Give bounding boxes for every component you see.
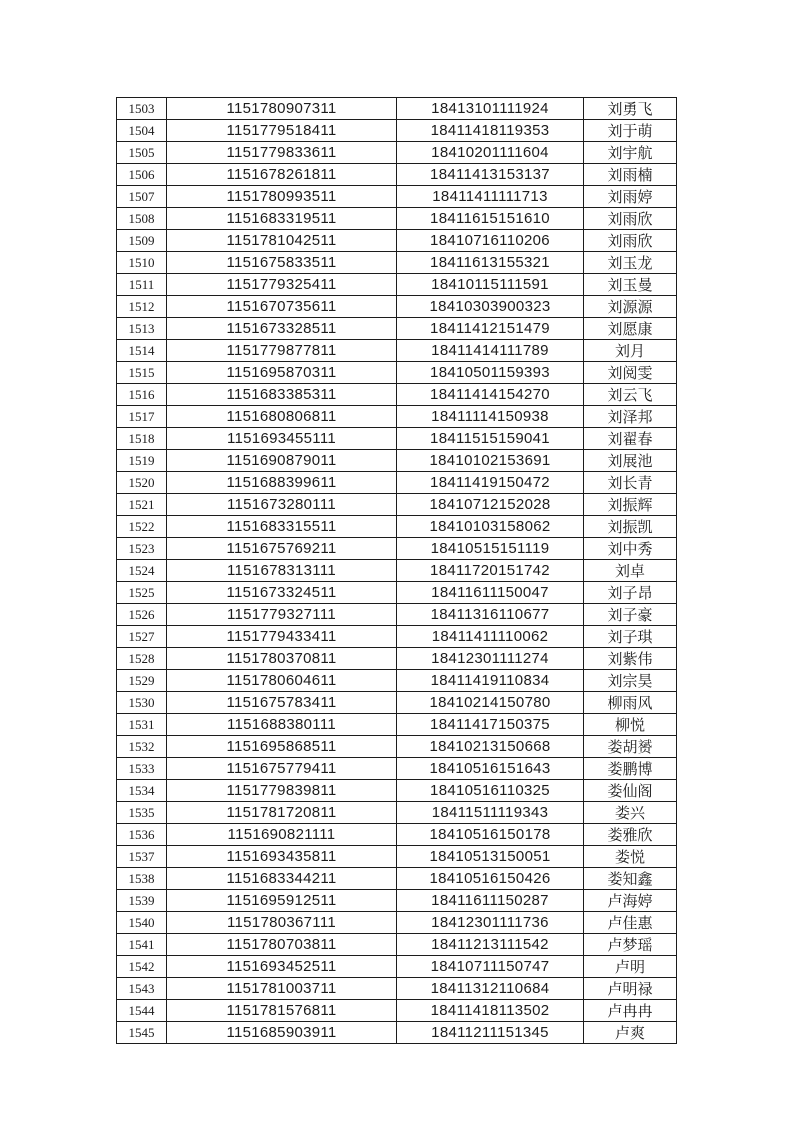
name-cell: 刘阅雯: [584, 362, 677, 384]
record-number-cell: 18410303900323: [397, 296, 584, 318]
table-row: [117, 208, 677, 230]
id-number-cell: 1151683319511: [167, 208, 397, 230]
table-row: [117, 164, 677, 186]
record-number-cell: 18411412151479: [397, 318, 584, 340]
record-number-cell: 18411419110834: [397, 670, 584, 692]
record-number-cell: 18412301111736: [397, 912, 584, 934]
name-cell: 柳雨风: [584, 692, 677, 714]
id-number-cell: 1151693452511: [167, 956, 397, 978]
table-row: [117, 318, 677, 340]
record-number-cell: 18411611150287: [397, 890, 584, 912]
name-cell: 刘愿康: [584, 318, 677, 340]
id-number-cell: 1151683344211: [167, 868, 397, 890]
table-row: [117, 274, 677, 296]
id-number-cell: 1151683315511: [167, 516, 397, 538]
table-row: [117, 956, 677, 978]
table-row: [117, 890, 677, 912]
table-row: [117, 340, 677, 362]
name-cell: 娄胡赟: [584, 736, 677, 758]
name-cell: 卢佳惠: [584, 912, 677, 934]
table-row: [117, 186, 677, 208]
record-number-cell: 18411418119353: [397, 120, 584, 142]
table-row: [117, 846, 677, 868]
name-cell: 刘雨欣: [584, 230, 677, 252]
id-number-cell: 1151690879011: [167, 450, 397, 472]
table-row: [117, 626, 677, 648]
table-row: [117, 384, 677, 406]
table-row: [117, 252, 677, 274]
record-number-cell: 18410501159393: [397, 362, 584, 384]
record-number-cell: 18410711150747: [397, 956, 584, 978]
name-cell: 刘玉龙: [584, 252, 677, 274]
record-number-cell: 18410712152028: [397, 494, 584, 516]
record-number-cell: 18411611150047: [397, 582, 584, 604]
name-cell: 刘勇飞: [584, 98, 677, 120]
row-index-cell: 1541: [117, 934, 167, 956]
row-index-cell: 1523: [117, 538, 167, 560]
id-number-cell: 1151780604611: [167, 670, 397, 692]
table-row: [117, 98, 677, 120]
table-row: [117, 912, 677, 934]
row-index-cell: 1522: [117, 516, 167, 538]
name-cell: 娄鹏博: [584, 758, 677, 780]
row-index-cell: 1512: [117, 296, 167, 318]
table-row: [117, 978, 677, 1000]
row-index-cell: 1538: [117, 868, 167, 890]
id-number-cell: 1151673324511: [167, 582, 397, 604]
name-cell: 刘翟春: [584, 428, 677, 450]
record-number-cell: 18410513150051: [397, 846, 584, 868]
table-row: [117, 802, 677, 824]
row-index-cell: 1516: [117, 384, 167, 406]
table-row: [117, 428, 677, 450]
row-index-cell: 1519: [117, 450, 167, 472]
row-index-cell: 1514: [117, 340, 167, 362]
name-cell: 卢梦瑶: [584, 934, 677, 956]
name-cell: 刘卓: [584, 560, 677, 582]
id-number-cell: 1151780367111: [167, 912, 397, 934]
record-number-cell: 18413101111924: [397, 98, 584, 120]
row-index-cell: 1529: [117, 670, 167, 692]
record-number-cell: 18411419150472: [397, 472, 584, 494]
record-number-cell: 18410716110206: [397, 230, 584, 252]
table-row: [117, 494, 677, 516]
roster-table-body: [117, 98, 677, 1044]
id-number-cell: 1151675783411: [167, 692, 397, 714]
table-row: [117, 538, 677, 560]
table-row: [117, 1022, 677, 1044]
table-row: [117, 560, 677, 582]
name-cell: 刘云飞: [584, 384, 677, 406]
name-cell: 刘紫伟: [584, 648, 677, 670]
table-row: [117, 670, 677, 692]
row-index-cell: 1503: [117, 98, 167, 120]
row-index-cell: 1537: [117, 846, 167, 868]
name-cell: 刘子昂: [584, 582, 677, 604]
table-row: [117, 120, 677, 142]
row-index-cell: 1540: [117, 912, 167, 934]
row-index-cell: 1513: [117, 318, 167, 340]
id-number-cell: 1151693435811: [167, 846, 397, 868]
id-number-cell: 1151780703811: [167, 934, 397, 956]
id-number-cell: 1151695912511: [167, 890, 397, 912]
row-index-cell: 1525: [117, 582, 167, 604]
table-row: [117, 692, 677, 714]
id-number-cell: 1151675833511: [167, 252, 397, 274]
row-index-cell: 1517: [117, 406, 167, 428]
row-index-cell: 1515: [117, 362, 167, 384]
record-number-cell: 18411720151742: [397, 560, 584, 582]
id-number-cell: 1151779833611: [167, 142, 397, 164]
id-number-cell: 1151780993511: [167, 186, 397, 208]
row-index-cell: 1534: [117, 780, 167, 802]
id-number-cell: 1151781003711: [167, 978, 397, 1000]
row-index-cell: 1543: [117, 978, 167, 1000]
table-row: [117, 362, 677, 384]
name-cell: 刘展池: [584, 450, 677, 472]
id-number-cell: 1151680806811: [167, 406, 397, 428]
table-row: [117, 780, 677, 802]
table-row: [117, 648, 677, 670]
table-row: [117, 758, 677, 780]
row-index-cell: 1508: [117, 208, 167, 230]
id-number-cell: 1151779325411: [167, 274, 397, 296]
row-index-cell: 1524: [117, 560, 167, 582]
id-number-cell: 1151678313111: [167, 560, 397, 582]
table-row: [117, 1000, 677, 1022]
row-index-cell: 1539: [117, 890, 167, 912]
row-index-cell: 1544: [117, 1000, 167, 1022]
name-cell: 刘月: [584, 340, 677, 362]
record-number-cell: 18411414154270: [397, 384, 584, 406]
id-number-cell: 1151695868511: [167, 736, 397, 758]
row-index-cell: 1542: [117, 956, 167, 978]
record-number-cell: 18411316110677: [397, 604, 584, 626]
record-number-cell: 18410103158062: [397, 516, 584, 538]
record-number-cell: 18411413153137: [397, 164, 584, 186]
id-number-cell: 1151685903911: [167, 1022, 397, 1044]
row-index-cell: 1533: [117, 758, 167, 780]
id-number-cell: 1151688399611: [167, 472, 397, 494]
record-number-cell: 18410516150178: [397, 824, 584, 846]
name-cell: 刘振凯: [584, 516, 677, 538]
name-cell: 刘雨婷: [584, 186, 677, 208]
id-number-cell: 1151779433411: [167, 626, 397, 648]
table-row: [117, 604, 677, 626]
id-number-cell: 1151673328511: [167, 318, 397, 340]
row-index-cell: 1531: [117, 714, 167, 736]
record-number-cell: 18411414111789: [397, 340, 584, 362]
name-cell: 刘振辉: [584, 494, 677, 516]
id-number-cell: 1151695870311: [167, 362, 397, 384]
table-row: [117, 296, 677, 318]
row-index-cell: 1511: [117, 274, 167, 296]
record-number-cell: 18410515151119: [397, 538, 584, 560]
table-row: [117, 714, 677, 736]
record-number-cell: 18410516150426: [397, 868, 584, 890]
name-cell: 刘雨欣: [584, 208, 677, 230]
row-index-cell: 1528: [117, 648, 167, 670]
row-index-cell: 1532: [117, 736, 167, 758]
record-number-cell: 18410213150668: [397, 736, 584, 758]
id-number-cell: 1151779877811: [167, 340, 397, 362]
row-index-cell: 1510: [117, 252, 167, 274]
record-number-cell: 18411615151610: [397, 208, 584, 230]
record-number-cell: 18411613155321: [397, 252, 584, 274]
id-number-cell: 1151781720811: [167, 802, 397, 824]
row-index-cell: 1526: [117, 604, 167, 626]
id-number-cell: 1151678261811: [167, 164, 397, 186]
row-index-cell: 1535: [117, 802, 167, 824]
name-cell: 卢明禄: [584, 978, 677, 1000]
record-number-cell: 18411511119343: [397, 802, 584, 824]
id-number-cell: 1151779518411: [167, 120, 397, 142]
id-number-cell: 1151690821111: [167, 824, 397, 846]
name-cell: 刘宗昊: [584, 670, 677, 692]
table-row: [117, 824, 677, 846]
id-number-cell: 1151675769211: [167, 538, 397, 560]
id-number-cell: 1151693455111: [167, 428, 397, 450]
table-row: [117, 406, 677, 428]
name-cell: 娄知鑫: [584, 868, 677, 890]
table-row: [117, 934, 677, 956]
name-cell: 刘中秀: [584, 538, 677, 560]
id-number-cell: 1151673280111: [167, 494, 397, 516]
id-number-cell: 1151688380111: [167, 714, 397, 736]
id-number-cell: 1151779327111: [167, 604, 397, 626]
name-cell: 娄仙阁: [584, 780, 677, 802]
name-cell: 卢海婷: [584, 890, 677, 912]
row-index-cell: 1507: [117, 186, 167, 208]
id-number-cell: 1151781042511: [167, 230, 397, 252]
id-number-cell: 1151683385311: [167, 384, 397, 406]
row-index-cell: 1505: [117, 142, 167, 164]
table-row: [117, 516, 677, 538]
record-number-cell: 18411211151345: [397, 1022, 584, 1044]
record-number-cell: 18410516110325: [397, 780, 584, 802]
record-number-cell: 18411312110684: [397, 978, 584, 1000]
name-cell: 柳悦: [584, 714, 677, 736]
name-cell: 刘源源: [584, 296, 677, 318]
row-index-cell: 1509: [117, 230, 167, 252]
record-number-cell: 18411411111713: [397, 186, 584, 208]
name-cell: 刘长青: [584, 472, 677, 494]
id-number-cell: 1151779839811: [167, 780, 397, 802]
record-number-cell: 18411417150375: [397, 714, 584, 736]
record-number-cell: 18410201111604: [397, 142, 584, 164]
id-number-cell: 1151670735611: [167, 296, 397, 318]
name-cell: 刘子琪: [584, 626, 677, 648]
table-row: [117, 582, 677, 604]
name-cell: 刘于萌: [584, 120, 677, 142]
id-number-cell: 1151781576811: [167, 1000, 397, 1022]
record-number-cell: 18410115111591: [397, 274, 584, 296]
table-row: [117, 450, 677, 472]
name-cell: 刘玉曼: [584, 274, 677, 296]
table-row: [117, 472, 677, 494]
name-cell: 娄悦: [584, 846, 677, 868]
row-index-cell: 1520: [117, 472, 167, 494]
record-number-cell: 18412301111274: [397, 648, 584, 670]
name-cell: 刘宇航: [584, 142, 677, 164]
id-number-cell: 1151675779411: [167, 758, 397, 780]
record-number-cell: 18410102153691: [397, 450, 584, 472]
id-number-cell: 1151780907311: [167, 98, 397, 120]
row-index-cell: 1521: [117, 494, 167, 516]
row-index-cell: 1530: [117, 692, 167, 714]
record-number-cell: 18410214150780: [397, 692, 584, 714]
record-number-cell: 18411411110062: [397, 626, 584, 648]
row-index-cell: 1518: [117, 428, 167, 450]
row-index-cell: 1545: [117, 1022, 167, 1044]
name-cell: 娄雅欣: [584, 824, 677, 846]
record-number-cell: 18411114150938: [397, 406, 584, 428]
name-cell: 卢冉冉: [584, 1000, 677, 1022]
name-cell: 刘雨楠: [584, 164, 677, 186]
table-row: [117, 142, 677, 164]
name-cell: 卢明: [584, 956, 677, 978]
record-number-cell: 18411515159041: [397, 428, 584, 450]
name-cell: 刘子豪: [584, 604, 677, 626]
table-row: [117, 736, 677, 758]
row-index-cell: 1506: [117, 164, 167, 186]
record-number-cell: 18411418113502: [397, 1000, 584, 1022]
name-cell: 娄兴: [584, 802, 677, 824]
table-row: [117, 868, 677, 890]
name-cell: 刘泽邦: [584, 406, 677, 428]
row-index-cell: 1504: [117, 120, 167, 142]
table-row: [117, 230, 677, 252]
id-number-cell: 1151780370811: [167, 648, 397, 670]
row-index-cell: 1536: [117, 824, 167, 846]
roster-table: [116, 97, 677, 1044]
record-number-cell: 18411213111542: [397, 934, 584, 956]
name-cell: 卢爽: [584, 1022, 677, 1044]
row-index-cell: 1527: [117, 626, 167, 648]
record-number-cell: 18410516151643: [397, 758, 584, 780]
